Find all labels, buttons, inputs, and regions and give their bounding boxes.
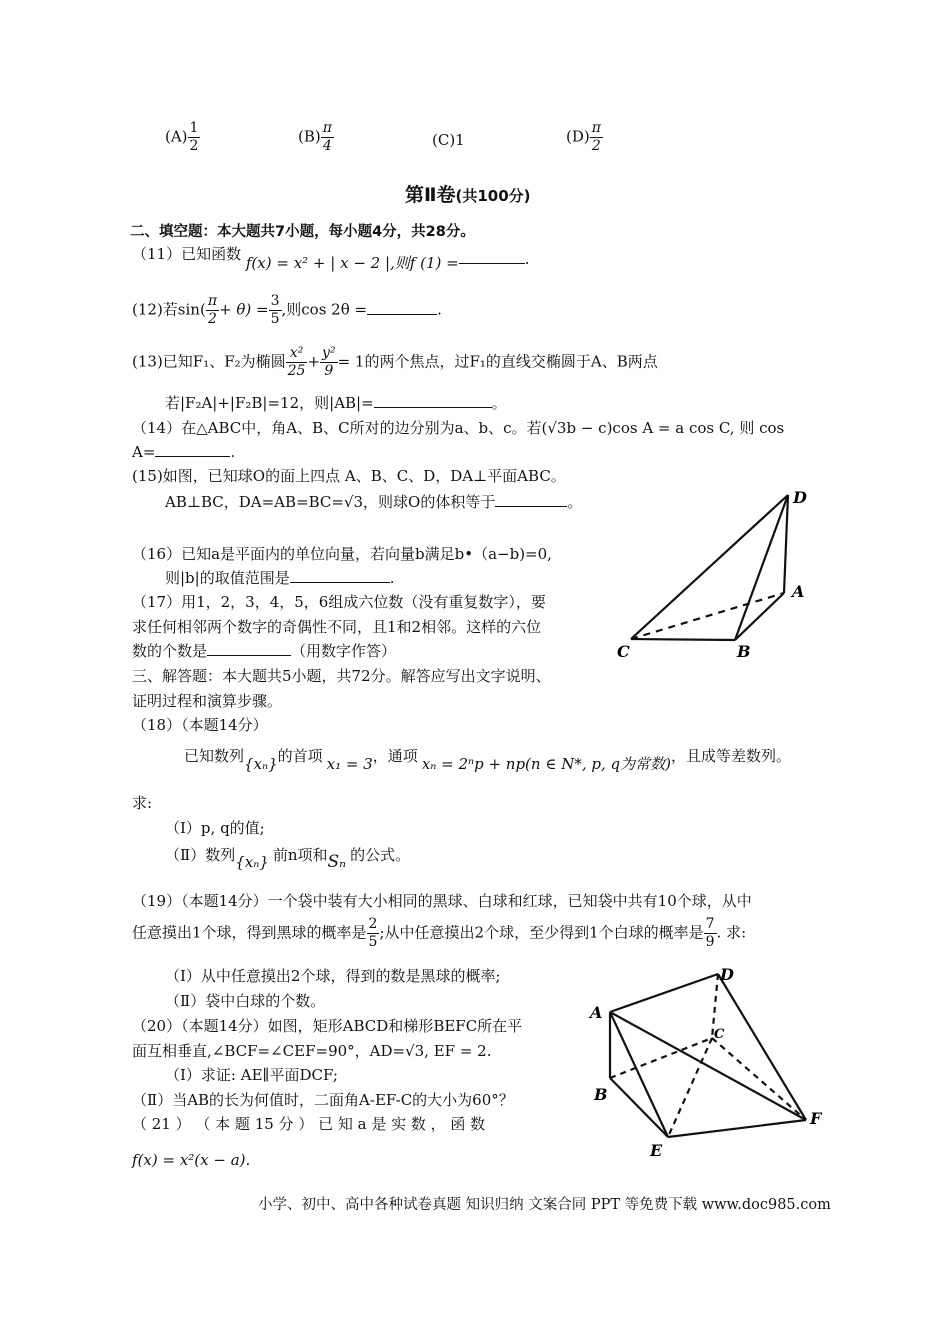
- q15-end: 。: [567, 493, 583, 511]
- fig1-label-d: D: [793, 488, 807, 507]
- question-16-line2: [165, 568, 395, 588]
- question-18-ask: 求:: [132, 794, 153, 812]
- q14-line2: A=: [132, 443, 156, 461]
- q17-line3-post: （用数字作答）: [291, 642, 397, 660]
- q11-end: .: [524, 250, 530, 268]
- q13-eq: = 1: [337, 352, 365, 371]
- q12-blank: [367, 300, 437, 315]
- q17-blank: [207, 641, 291, 656]
- choice-d-fraction: $\frac{\pi}{2}$: [591, 120, 601, 154]
- q15-blank: [495, 492, 567, 507]
- fig2-label-f: F: [810, 1109, 822, 1128]
- fill-header: 二、填空题：本大题共7小题，每小题4分，共28分。: [130, 224, 475, 240]
- fig2-label-d: D: [720, 965, 734, 984]
- choice-a-label: (A): [165, 127, 188, 146]
- question-18-part2: [165, 845, 411, 872]
- q13-frac-x: $\frac{\text{x²}}{25}$: [287, 345, 306, 379]
- q19-line2-pre: 任意摸出1个球，得到黑球的概率是: [132, 923, 367, 942]
- fig2-label-e: E: [650, 1141, 663, 1160]
- question-15-line1: (15)如图，已知球O的面上四点 A、B、C、D，DA⊥平面ABC。: [132, 467, 566, 485]
- question-19-part1: （Ⅰ）从中任意摸出2个球，得到的数是黑球的概率;: [165, 967, 501, 985]
- solve-header-line2: 证明过程和演算步骤。: [132, 692, 283, 710]
- q11-label: （11）已知函数: [132, 245, 242, 263]
- q12-end: .: [437, 300, 442, 319]
- q12-mid: + θ) =: [219, 300, 269, 319]
- question-13-line2: [165, 393, 507, 413]
- q19-frac-1: $\frac{2}{5}$: [368, 916, 378, 950]
- q18-x1: x₁ = 3: [326, 755, 373, 773]
- question-11: [132, 244, 530, 272]
- fig2-edge-cf: [712, 1038, 806, 1120]
- section2-title: 第Ⅱ卷(共100分): [405, 184, 531, 206]
- q13-line2: 若|F₂A|+|F₂B|=12，则|AB|=: [165, 394, 374, 412]
- question-13-line1: [132, 345, 658, 380]
- fig2-label-b: B: [594, 1085, 608, 1104]
- q13-plus: +: [307, 352, 321, 371]
- q13-pre: (13)已知F₁、F₂为椭圆: [132, 352, 286, 371]
- q18-pre: 已知数列: [184, 747, 245, 765]
- q15-line2: AB⊥BC，DA=AB=BC=√3，则球O的体积等于: [165, 493, 496, 511]
- question-17-line3: [132, 641, 396, 661]
- q18-part2-sn: Sₙ: [327, 852, 347, 872]
- q13-blank: [374, 393, 492, 408]
- question-20-part1: （Ⅰ）求证: AE∥平面DCF;: [165, 1066, 338, 1084]
- q19-line2-post: . 求:: [716, 923, 747, 942]
- fig2-edge-be: [610, 1078, 668, 1137]
- q16-blank: [290, 568, 390, 583]
- fig1-label-c: C: [617, 642, 630, 661]
- fig1-label-b: B: [737, 642, 751, 661]
- fig1-edge-ad: [784, 495, 788, 593]
- q18-seq: {xₙ}: [244, 755, 278, 773]
- q11-blank: [459, 249, 525, 264]
- q17-line3-pre: 数的个数是: [132, 642, 208, 660]
- q16-end: .: [389, 569, 395, 587]
- question-15-line2: [165, 492, 582, 512]
- question-19-line2: [132, 916, 746, 951]
- fig1-label-a: A: [792, 582, 805, 601]
- fig1-edge-cd: [631, 495, 788, 639]
- fig2-edge-ad: [610, 974, 718, 1012]
- question-17-line2: 求任何相邻两个数字的奇偶性不同，且1和2相邻。这样的六位: [132, 618, 542, 636]
- question-19-part2: （Ⅱ）袋中白球的个数。: [165, 992, 326, 1010]
- question-20-part2: （Ⅱ）当AB的长为何值时，二面角A-EF-C的大小为60°？: [132, 1091, 514, 1109]
- q18-part2-post: 的公式。: [350, 846, 411, 864]
- choice-d-label: (D): [566, 127, 590, 146]
- figure-tetrahedron: [615, 485, 835, 665]
- q12-fraction-2: $\frac{3}{5}$: [270, 293, 280, 327]
- q18-part2-pre: （Ⅱ）数列: [165, 846, 236, 864]
- question-21-line2: f(x) = x²(x − a).: [132, 1151, 251, 1169]
- choice-b-fraction: $\frac{\pi}{4}$: [322, 120, 332, 154]
- figure-rectangle-trapezoid: [588, 962, 833, 1162]
- question-14-line2: [132, 442, 235, 462]
- choice-b-label: (B): [298, 127, 321, 146]
- choice-c: (C)1: [432, 131, 465, 149]
- q19-frac-2: $\frac{7}{9}$: [705, 916, 715, 950]
- choice-b: [298, 120, 334, 155]
- q16-line2: 则|b|的取值范围是: [165, 569, 290, 587]
- fig1-edge-bd: [735, 495, 788, 640]
- question-20-line2: 面互相垂直,∠BCF=∠CEF=90°，AD=√3, EF = 2.: [132, 1042, 492, 1060]
- question-18-head: （18）（本题14分）: [132, 716, 268, 734]
- q19-line2-mid: ;从中任意摸出2个球，至少得到1个白球的概率是: [379, 923, 704, 942]
- q13-end: 。: [491, 394, 507, 412]
- q18-post: ，且成等差数列。: [670, 747, 791, 765]
- question-17-line1: （17）用1，2，3，4，5，6组成六位数（没有重复数字），要: [132, 593, 546, 611]
- solve-header-line1: 三、解答题：本大题共5小题，共72分。解答应写出文字说明、: [132, 667, 551, 685]
- q13-post: 的两个焦点，过F₁的直线交椭圆于A、B两点: [364, 352, 658, 371]
- fig2-label-a: A: [590, 1003, 603, 1022]
- question-19-line1: （19）（本题14分）一个袋中装有大小相同的黑球、白球和红球，已知袋中共有10个球，从中: [132, 892, 752, 910]
- q12-post: ,则cos 2θ =: [281, 300, 368, 319]
- question-18-part1: （Ⅰ）p, q的值;: [165, 819, 265, 837]
- q18-part2-seq: {xₙ}: [235, 853, 269, 871]
- q18-mid2: ，通项: [372, 747, 418, 765]
- q18-xn: xₙ = 2ⁿp + np(n ∈ N*, p, q为常数): [421, 755, 671, 773]
- q11-formula: f(x) = x² + | x − 2 |,则f (1) =: [245, 254, 459, 272]
- fig2-label-c: C: [714, 1027, 725, 1042]
- q13-frac-y: $\frac{\text{y²}}{9}$: [322, 345, 336, 379]
- q14-end: .: [230, 443, 236, 461]
- fig2-edge-ef: [668, 1120, 806, 1137]
- fig2-edge-af: [610, 1012, 806, 1120]
- question-21-line1: （ 21 ） （ 本 题 15 分 ） 已 知 a 是 实 数 ， 函 数: [132, 1115, 486, 1133]
- question-14-line1: （14）在△ABC中，角A、B、C所对的边分别为a、b、c。若(√3b − c)cos A = a cos C, 则 cos: [132, 419, 785, 437]
- q12-fraction-1: $\frac{\pi}{2}$: [207, 293, 218, 327]
- page-footer: 小学、初中、高中各种试卷真题 知识归纳 文案合同 PPT 等免费下载 www.doc985.com: [258, 1197, 831, 1213]
- choice-a-fraction: $\frac{1}{2}$: [189, 120, 199, 154]
- question-16-line1: （16）已知a是平面内的单位向量，若向量b满足b•（a−b)=0,: [132, 545, 552, 563]
- question-20-line1: （20）（本题14分）如图，矩形ABCD和梯形BEFC所在平: [132, 1017, 523, 1035]
- fig2-edge-ae: [610, 1012, 668, 1137]
- choice-a: [165, 120, 200, 155]
- question-18-line1: [184, 746, 791, 773]
- q12-pre: (12)若sin(: [132, 300, 206, 319]
- fig1-edge-cb: [631, 639, 735, 640]
- question-12: [132, 293, 442, 328]
- q18-part2-mid: 前n项和: [272, 846, 328, 864]
- fig2-edge-df: [718, 974, 806, 1120]
- section2-points: (共100分): [455, 187, 531, 205]
- q14-blank: [155, 442, 230, 457]
- choice-d: [566, 120, 603, 155]
- q18-mid1: 的首项: [277, 747, 323, 765]
